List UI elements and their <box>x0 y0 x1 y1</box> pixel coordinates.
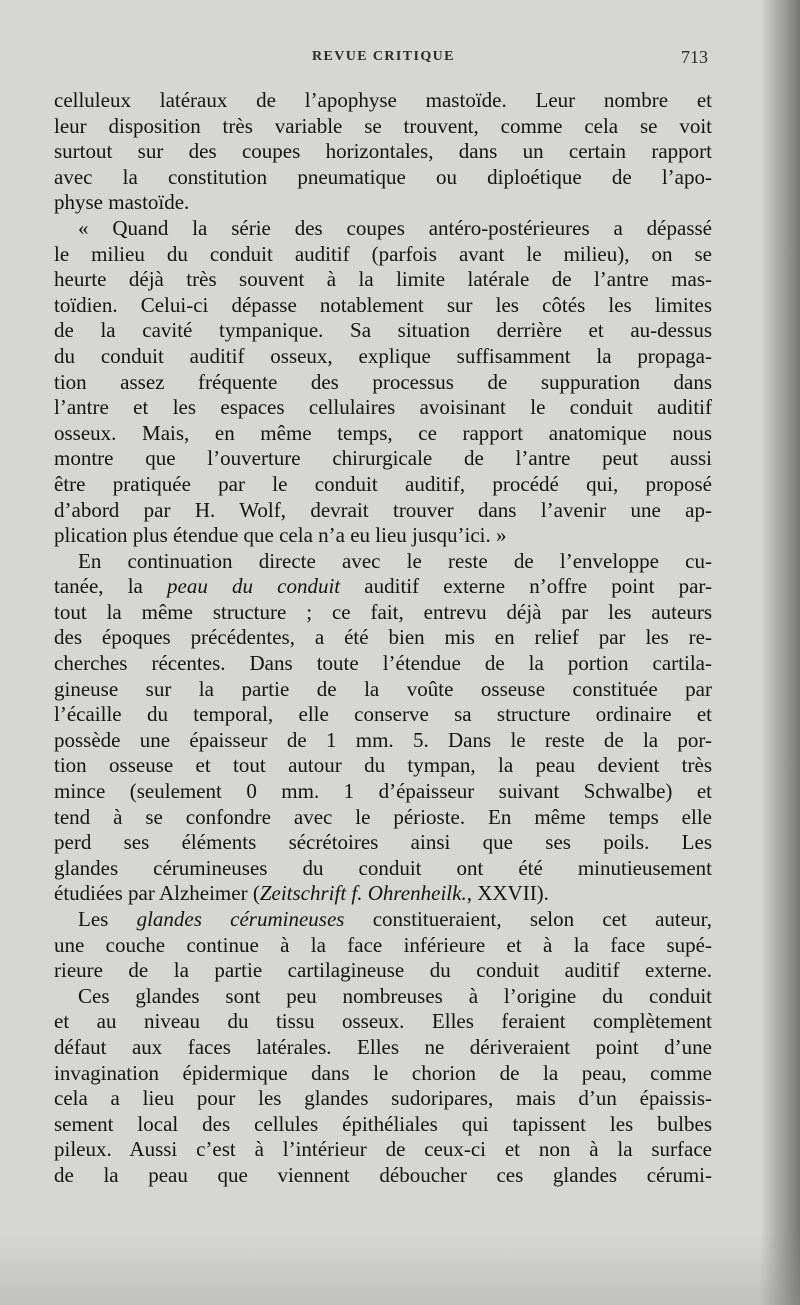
text-line: plication plus étendue que cela n’a eu lieu jusqu’ici. » <box>54 523 507 548</box>
text-line: En continuation directe avec le reste de l’enveloppe cu- <box>78 548 712 573</box>
text-line: pileux. Aussi c’est à l’intérieur de ceux-ci et non à la surface <box>54 1137 712 1162</box>
text-line: osseux. Mais, en même temps, ce rapport anatomique nous <box>54 420 712 445</box>
running-title: REVUE CRITIQUE <box>312 49 455 64</box>
text-line: tout la même structure ; ce fait, entrevu déjà par les auteurs <box>54 599 712 624</box>
text-line: être pratiquée par le conduit auditif, procédé qui, proposé <box>54 471 712 496</box>
text-line: montre que l’ouverture chirurgicale de l’antre peut aussi <box>54 446 712 471</box>
text-line: l’antre et les espaces cellulaires avoisinant le conduit auditif <box>54 395 712 420</box>
text-line: sement local des cellules épithéliales qui tapissent les bulbes <box>54 1111 712 1136</box>
text-run: tanée, la <box>54 574 143 599</box>
text-line: invagination épidermique dans le chorion de la peau, comme <box>54 1060 712 1085</box>
text-line: Ces glandes sont peu nombreuses à l’origine du conduit <box>78 983 712 1008</box>
italic-term: glandes cérumineuses <box>136 907 345 931</box>
text-line <box>54 881 712 907</box>
text-line: cela a lieu pour les glandes sudoripares, mais d’un épaissis- <box>54 1086 712 1111</box>
page-number: 713 <box>681 47 708 67</box>
text-line: tion assez fréquente des processus de suppuration dans <box>54 369 712 394</box>
italic-term: peau du conduit <box>167 574 341 599</box>
text-line: « Quand la série des coupes antéro-postérieures a dépassé <box>78 215 712 240</box>
text-line: leur disposition très variable se trouvent, comme cela se voit <box>54 113 712 138</box>
body-text <box>54 88 712 1189</box>
text-line: rieure de la partie cartilagineuse du conduit auditif externe. <box>54 958 712 983</box>
text-line: heurte déjà très souvent à la limite latérale de l’antre mas- <box>54 267 712 292</box>
page-header <box>0 49 800 73</box>
text-line: du conduit auditif osseux, explique suffisamment la propaga- <box>54 343 712 368</box>
text-line: toïdien. Celui-ci dépasse notablement sur les côtés les limites <box>54 292 712 317</box>
text-run: Les <box>78 907 109 931</box>
text-line: tend à se confondre avec le périoste. En même temps elle <box>54 804 712 829</box>
text-line: le milieu du conduit auditif (parfois avant le milieu), on se <box>54 241 712 266</box>
italic-citation: Zeitschrift f. Ohrenheilk. <box>259 881 467 906</box>
text-line <box>54 574 712 600</box>
text-line: défaut aux faces latérales. Elles ne dériveraient point d’une <box>54 1034 712 1059</box>
text-run: étudiées par Alzheimer ( <box>54 881 260 906</box>
text-run: constitueraient, selon cet auteur, <box>372 907 712 931</box>
text-line: mince (seulement 0 mm. 1 d’épaisseur suivant Schwalbe) et <box>54 779 712 804</box>
text-line: de la cavité tympanique. Sa situation derrière et au-dessus <box>54 318 712 343</box>
text-line: avec la constitution pneumatique ou diploétique de l’apo- <box>54 164 712 189</box>
text-line: tion osseuse et tout autour du tympan, la peau devient très <box>54 753 712 778</box>
text-line: surtout sur des coupes horizontales, dans un certain rapport <box>54 139 712 164</box>
page-edge-shadow <box>760 0 800 1305</box>
text-line: d’abord par H. Wolf, devrait trouver dans l’avenir une ap- <box>54 497 712 522</box>
text-line: gineuse sur la partie de la voûte osseuse constituée par <box>54 676 712 701</box>
text-line: physe mastoïde. <box>54 190 190 215</box>
text-run: , XXVII). <box>466 881 549 906</box>
text-line: de la peau que viennent déboucher ces glandes cérumi- <box>54 1162 712 1187</box>
text-line: possède une épaisseur de 1 mm. 5. Dans le reste de la por- <box>54 727 712 752</box>
text-line: une couche continue à la face inférieure et à la face supé- <box>54 932 712 957</box>
text-line: l’écaille du temporal, elle conserve sa structure ordinaire et <box>54 702 712 727</box>
text-line <box>54 907 712 933</box>
text-line: perd ses éléments sécrétoires ainsi que ses poils. Les <box>54 830 712 855</box>
text-line: cherches récentes. Dans toute l’étendue de la portion cartila- <box>54 651 712 676</box>
text-line: celluleux latéraux de l’apophyse mastoïde. Leur nombre et <box>54 88 712 112</box>
text-line: glandes cérumineuses du conduit ont été minutieusement <box>54 855 712 880</box>
text-line: et au niveau du tissu osseux. Elles feraient complètement <box>54 1009 712 1034</box>
text-line: des époques précédentes, a été bien mis en relief par les re- <box>54 625 712 650</box>
page-bottom-shade <box>0 1235 800 1305</box>
text-run: auditif externe n’offre point par- <box>364 574 712 599</box>
